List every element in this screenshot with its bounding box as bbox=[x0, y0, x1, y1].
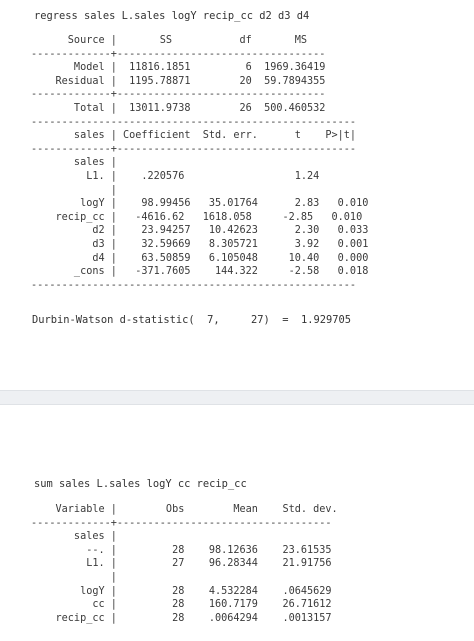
separator: -------------+--------------------------------------- bbox=[31, 143, 357, 155]
coef-header: sales | Coefficient Std. err. t P>|t| bbox=[31, 130, 357, 142]
summary-row-blank: | bbox=[31, 571, 117, 583]
coef-row-blank: | bbox=[31, 184, 117, 196]
anova-table bbox=[31, 34, 368, 292]
summary-header: Variable | Obs Mean Std. dev. bbox=[31, 504, 338, 515]
summary-row-recip-cc: recip_cc | 28 .0064294 .0013157 bbox=[31, 612, 332, 624]
sum-command: sum sales L.sales logY cc recip_cc bbox=[34, 478, 247, 490]
separator: ----------------------------------------------------- bbox=[31, 279, 357, 291]
coef-row-sales: sales | bbox=[31, 157, 117, 169]
regress-command: regress sales L.sales logY recip_cc d2 d3 d4 bbox=[34, 10, 310, 22]
coef-row-l1: L1. | .220576 1.24 bbox=[31, 170, 320, 182]
section-divider bbox=[0, 390, 474, 405]
summary-row-logy: logY | 28 4.532284 .0645629 bbox=[31, 585, 332, 597]
summary-row-cc: cc | 28 160.7179 26.71612 bbox=[31, 599, 332, 611]
separator: ----------------------------------------------------- bbox=[31, 116, 357, 128]
summary-output-panel bbox=[0, 405, 474, 641]
coef-row-d2: d2 | 23.94257 10.42623 2.30 0.033 bbox=[31, 225, 369, 237]
summary-row-sales: sales | bbox=[31, 531, 117, 543]
durbin-watson-statistic: Durbin-Watson d-statistic( 7, 27) = 1.929705 bbox=[32, 314, 352, 326]
summary-row-l1: L1. | 27 96.28344 21.91756 bbox=[31, 558, 332, 570]
anova-header: Source | SS df MS bbox=[31, 35, 308, 46]
coef-row-recip-cc: recip_cc | -4616.62 1618.058 -2.85 0.010 bbox=[31, 211, 363, 223]
summary-table bbox=[31, 503, 338, 625]
anova-row-residual: Residual | 1195.78871 20 59.7894355 bbox=[31, 75, 326, 87]
separator: -------------+---------------------------------- bbox=[31, 48, 326, 60]
summary-row-current: --. | 28 98.12636 23.61535 bbox=[31, 544, 332, 556]
coef-row-d4: d4 | 63.50859 6.105048 10.40 0.000 bbox=[31, 252, 369, 264]
coef-row-d3: d3 | 32.59669 8.305721 3.92 0.001 bbox=[31, 238, 369, 250]
separator: -------------+---------------------------------- bbox=[31, 89, 326, 101]
anova-row-model: Model | 11816.1851 6 1969.36419 bbox=[31, 62, 326, 74]
coef-row-logy: logY | 98.99456 35.01764 2.83 0.010 bbox=[31, 198, 369, 210]
separator: -------------+----------------------------------- bbox=[31, 517, 332, 529]
coef-row-cons: _cons | -371.7605 144.322 -2.58 0.018 bbox=[31, 266, 369, 278]
anova-row-total: Total | 13011.9738 26 500.460532 bbox=[31, 102, 326, 114]
